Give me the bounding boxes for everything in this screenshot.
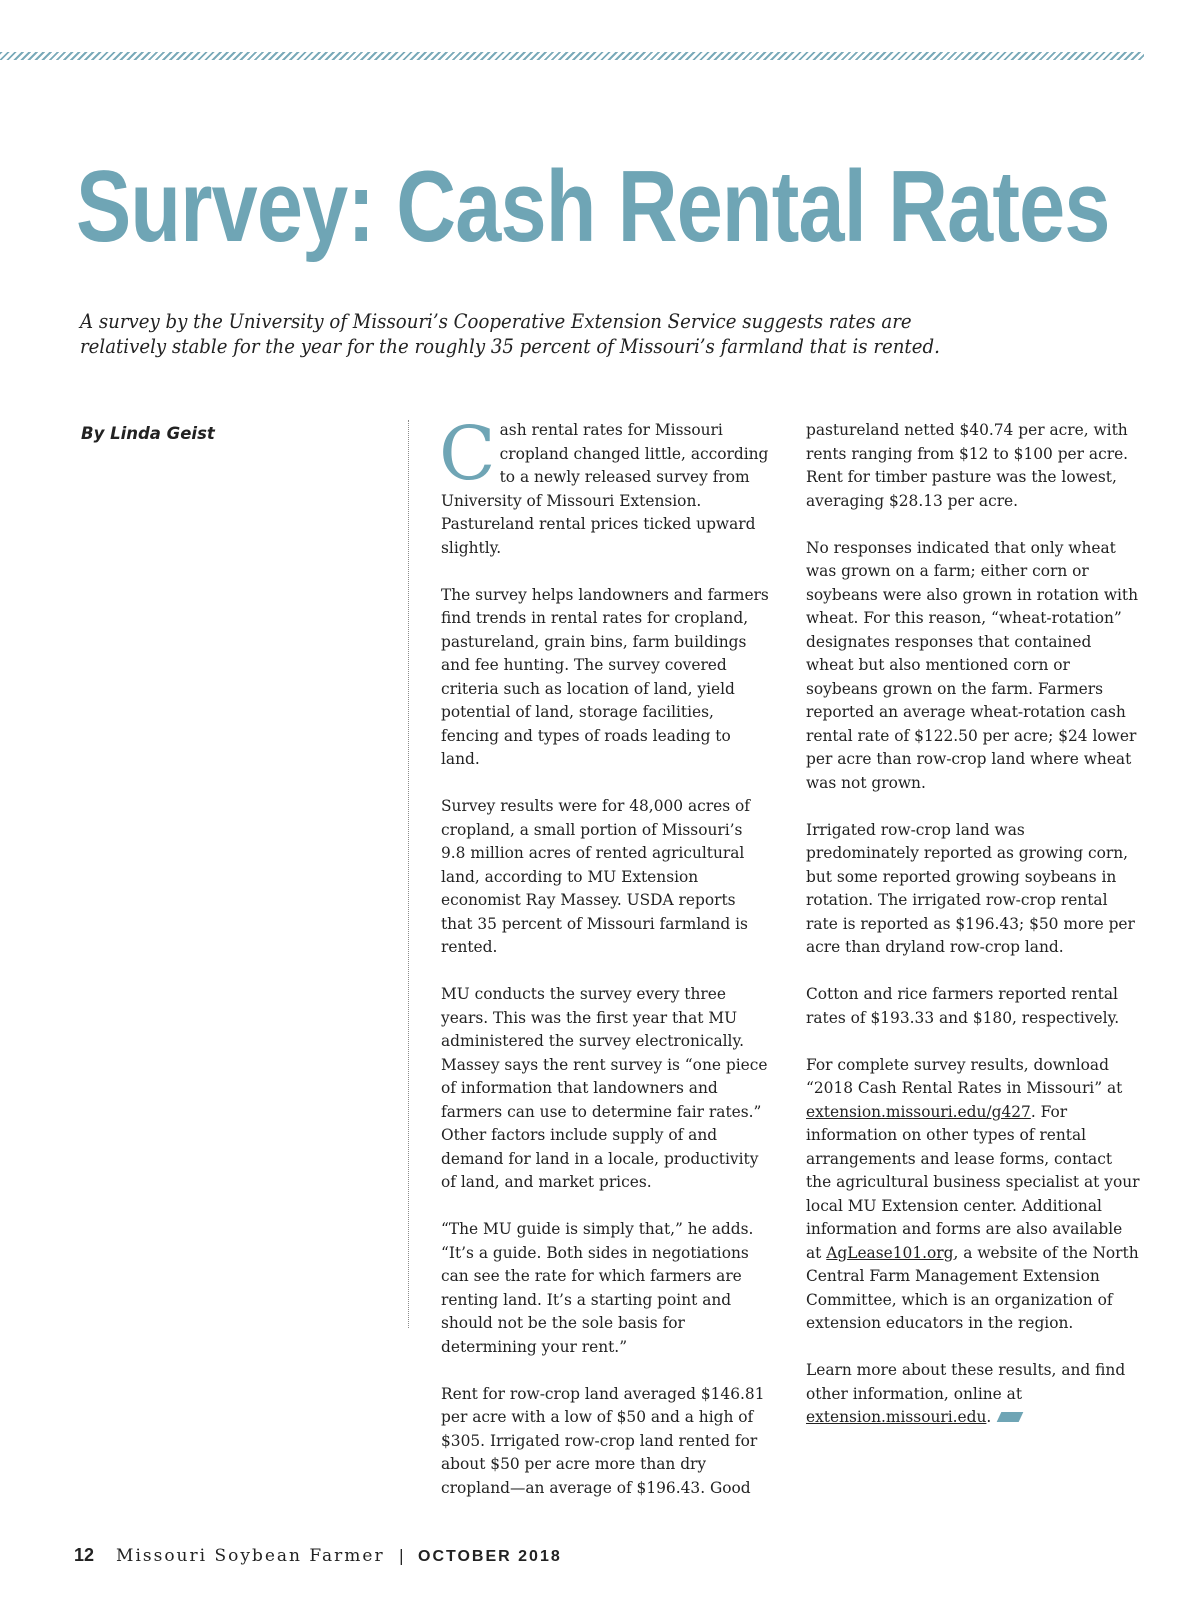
paragraph: Cotton and rice farmers reported rental rates of $193.33 and $180, respectively. — [806, 985, 1120, 1027]
paragraph: “The MU guide is simply that,” he adds. “It’s a guide. Both sides in negotiations can see the rate for which farmers are renting land. It’s a starting point and should not be the sole basis for determining your rent.” — [441, 1220, 754, 1356]
link-aglease101[interactable]: AgLease101.org — [826, 1243, 954, 1262]
header-stripe — [0, 52, 1144, 60]
body-column-1 — [439, 411, 771, 1524]
column-divider — [408, 420, 409, 1328]
link-extension-missouri[interactable]: extension.missouri.edu — [806, 1408, 987, 1426]
body-column-2 — [806, 419, 1142, 1453]
footer-separator: | — [398, 1546, 404, 1565]
paragraph: Irrigated row-crop land was predominately reported as growing corn, but some reported growing soybeans in rotation. The irrigated row-crop rental rate is reported as $196.43; $50 more per acre than dryland row-crop land. — [806, 820, 1135, 956]
article-deck — [80, 309, 1010, 359]
paragraph: MU conducts the survey every three years. This was the first year that MU administered the survey electronically. Massey says the rent survey is “one piece of information that landowners and farmers can use to determine fair rates.” Other factors include supply of and demand for land in a locale, productivity of land, and market prices. — [441, 985, 768, 1191]
paragraph: pastureland netted $40.74 per acre, with rents ranging from $12 to $100 per acre. Rent for timber pasture was the lowest, averaging $28.13 per acre. — [806, 421, 1129, 510]
paragraph: Rent for row-crop land averaged $146.81 per acre with a low of $50 and a high of $305. Irrigated row-crop land rented for about $50 per acre more than dry cropland—an average of $196.43. Good — [441, 1384, 765, 1497]
paragraph: No responses indicated that only wheat was grown on a farm; either corn or soybeans were also grown in rotation with wheat. For this reason, “wheat-rotation” designates responses that contained wheat but also mentioned corn or soybeans grown on the farm. Farmers reported an average wheat-rotation cash rental rate of $122.50 per acre; $24 lower per acre than row-crop land where wheat was not grown. — [806, 538, 1139, 792]
paragraph: The survey helps landowners and farmers find trends in rental rates for cropland, pastureland, grain bins, farm buildings and fee hunting. The survey covered criteria such as location of land, yield potential of land, storage facilities, fencing and types of roads leading to land. — [441, 585, 769, 768]
paragraph: For complete survey results, download “2018 Cash Rental Rates in Missouri” at extension.missouri.edu/g427. For information on other types of rental arrangements and lease forms, contact the agricultural business specialist at your local MU Extension center. Additional information and forms are also available at AgLease101.org, a website of the North Central Farm Management Extension Committee, which is an organization of extension educators in the region. — [806, 1055, 1140, 1332]
page-number: 12 — [74, 1545, 95, 1565]
article-title: Survey: Cash Rental Rates — [76, 151, 1110, 263]
end-mark-icon — [997, 1412, 1024, 1422]
issue-date: OCTOBER 2018 — [418, 1548, 562, 1565]
paragraph: Survey results were for 48,000 acres of cropland, a small portion of Missouri’s 9.8 million acres of rented agricultural land, according to MU Extension economist Ray Massey. USDA reports that 35 percent of Missouri farmland is rented. — [441, 797, 750, 956]
byline: By Linda Geist — [81, 424, 215, 443]
drop-cap: C — [439, 411, 496, 497]
paragraph: Cash rental rates for Missouri cropland changed little, according to a newly released survey from University of Missouri Extension. Pastureland rental prices ticked upward slightly. — [439, 411, 769, 557]
link-extension-g427[interactable]: extension.missouri.edu/g427 — [806, 1102, 1031, 1121]
deck-line-2: relatively stable for the year for the roughly 35 percent of Missouri’s farmland that is rented. — [80, 335, 940, 358]
magazine-name: Missouri Soybean Farmer — [116, 1546, 385, 1566]
deck-line-1: A survey by the University of Missouri’s Cooperative Extension Service suggests rates are — [80, 310, 912, 333]
paragraph: Learn more about these results, and find other information, online at extension.missouri.edu. — [806, 1361, 1126, 1426]
page-footer — [74, 1545, 562, 1571]
